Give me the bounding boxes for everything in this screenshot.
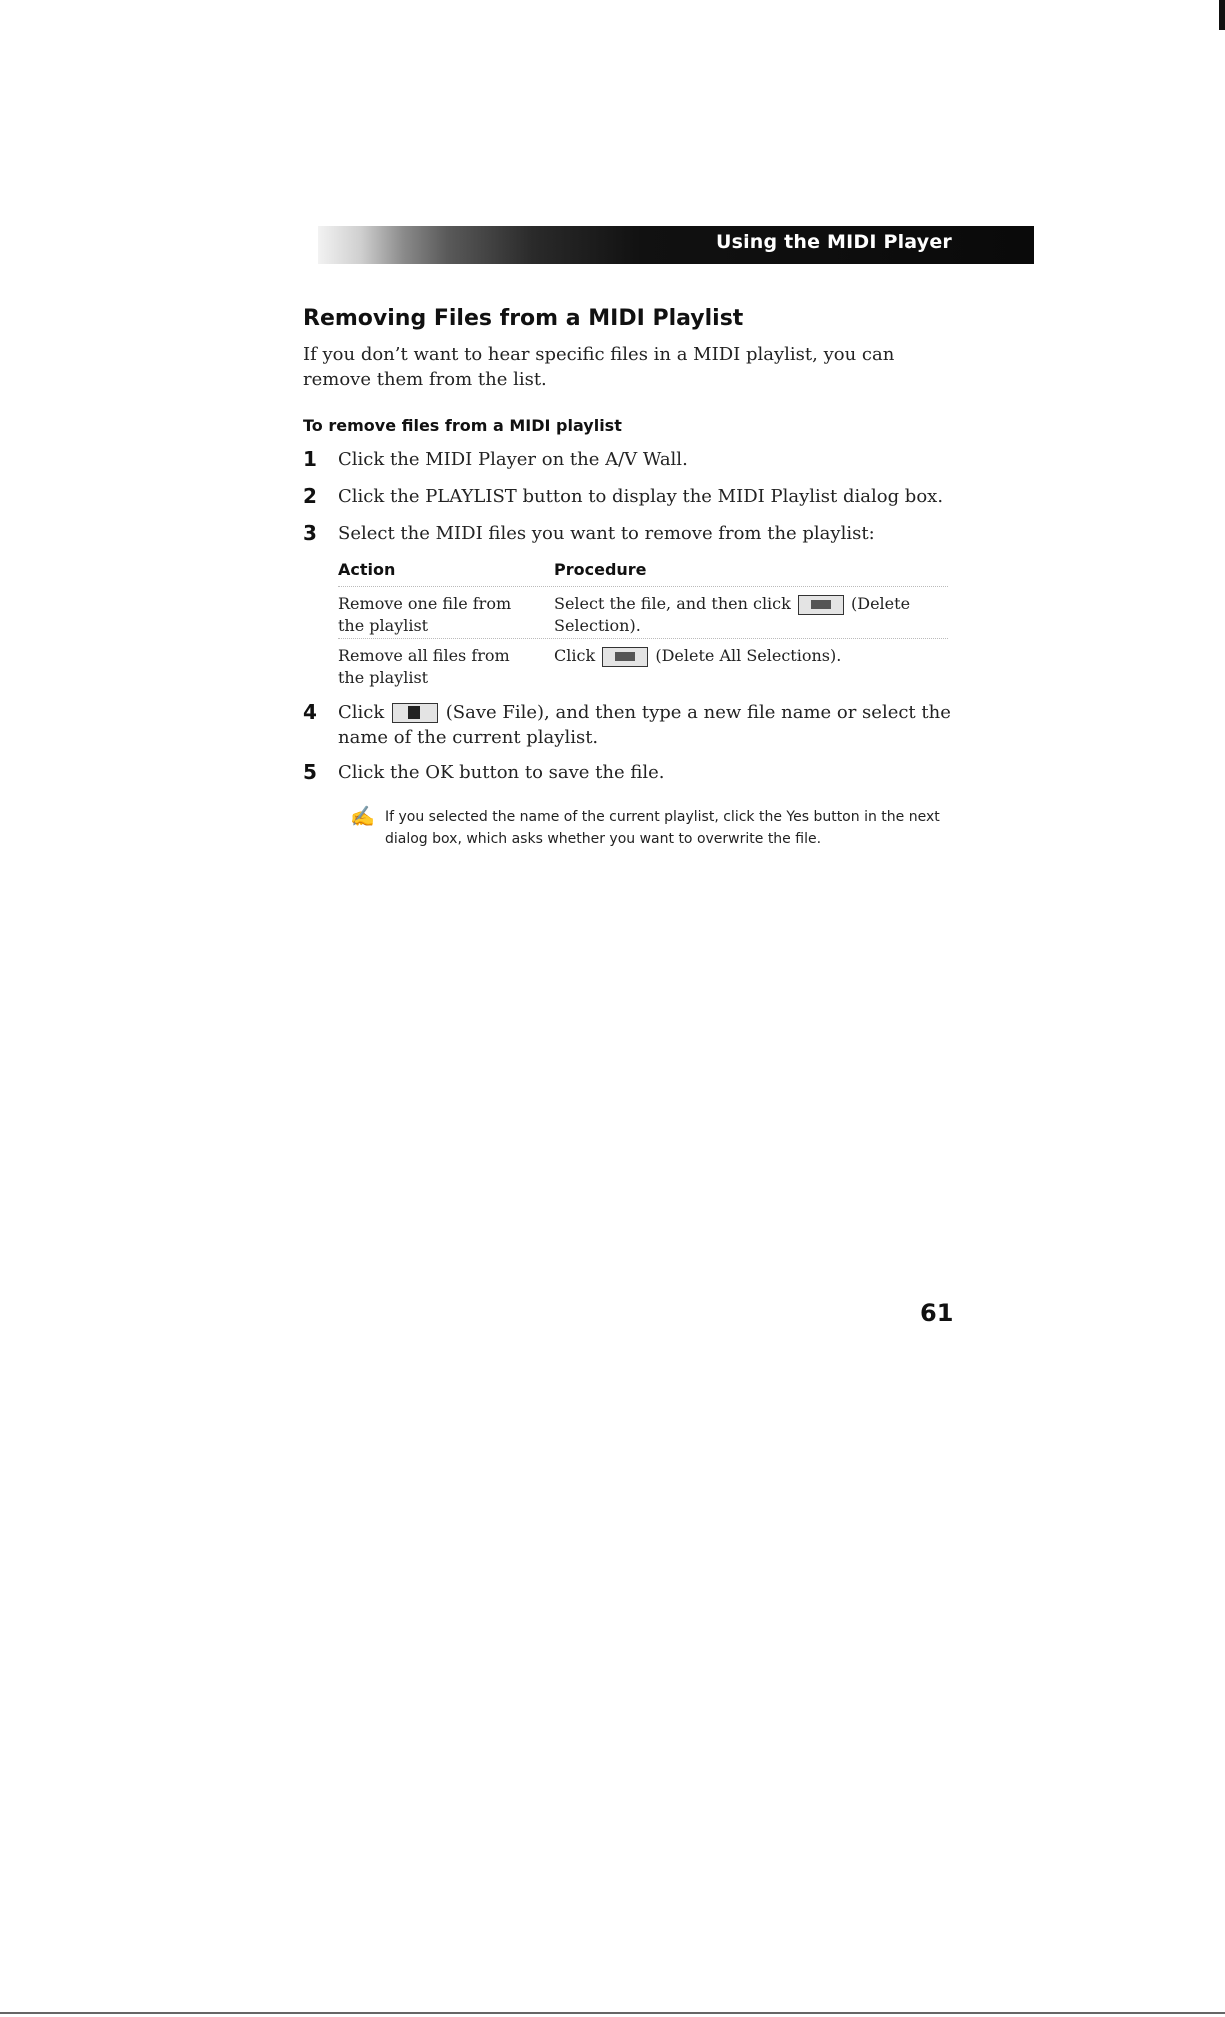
chapter-title: Using the MIDI Player [715,231,952,253]
save-file-icon [392,703,438,723]
cell-procedure [554,593,944,637]
step-text [338,700,958,750]
delete-all-selections-icon [602,647,648,667]
step-number: 1 [303,447,317,471]
step-text: Select the MIDI files you want to remove from the playlist: [338,523,875,544]
procedure-text: Select the file, and then click [554,594,791,613]
procedure-subhead: To remove files from a MIDI playlist [303,416,622,435]
page-number: 61 [920,1299,954,1327]
chapter-header-bar [318,226,1034,264]
intro-paragraph: If you don’t want to hear specific files in a MIDI playlist, you can remove them from the list. [303,344,895,390]
procedure-text: (Delete All Selections). [655,646,842,665]
column-header-action: Action [338,560,396,579]
cell-action: Remove all files from the playlist [338,646,510,687]
table-row [338,638,948,693]
step-number: 4 [303,700,317,724]
step-text-pre: Click [338,702,385,723]
section-title: Removing Files from a MIDI Playlist [303,306,744,331]
step-text-post: (Save File), and then type a new file name or select the name of the current playlist. [338,702,951,748]
page-bottom-rule [0,2012,1225,2014]
step-number: 3 [303,521,317,545]
table-header [338,560,948,586]
page-edge-mark [1219,0,1225,30]
cell-action: Remove one file from the playlist [338,594,512,635]
note-text: If you selected the name of the current playlist, click the Yes button in the next dialog box, which asks whether you want to overwrite the file. [385,809,940,847]
delete-selection-icon [798,595,844,615]
procedure-text: Click [554,646,596,665]
table-row [338,586,948,639]
step-text: Click the MIDI Player on the A/V Wall. [338,449,688,470]
pencil-note-icon: ✍ [350,804,375,828]
step-text: Click the OK button to save the file. [338,762,665,783]
step-text: Click the PLAYLIST button to display the MIDI Playlist dialog box. [338,486,944,507]
column-header-procedure: Procedure [554,560,647,579]
cell-procedure [554,645,944,667]
step-number: 2 [303,484,317,508]
step-number: 5 [303,760,317,784]
procedure-text: (Delete Selection). [554,594,911,635]
